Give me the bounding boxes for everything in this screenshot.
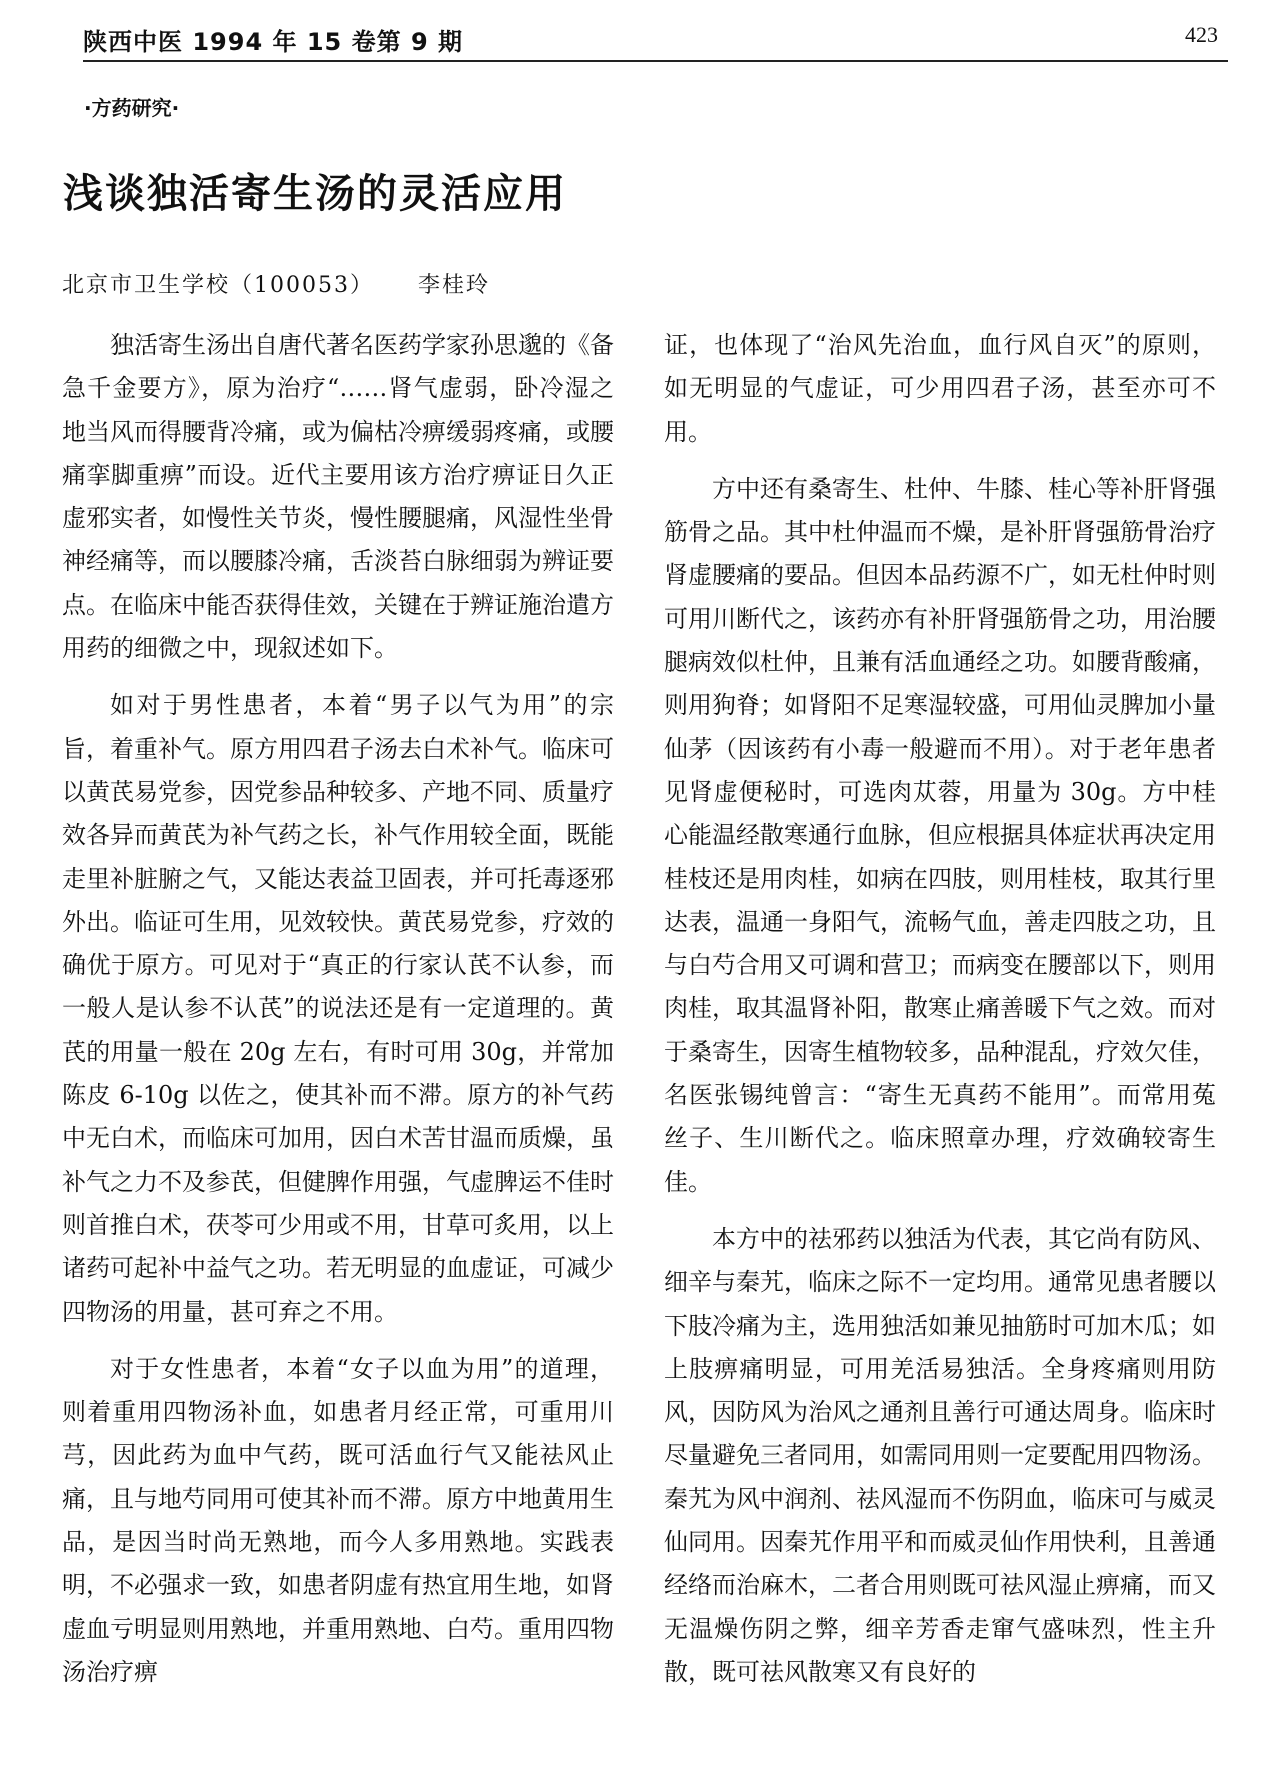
paragraph: 方中还有桑寄生、杜仲、牛膝、桂心等补肝肾强筋骨之品。其中杜仲温而不燥，是补肝肾强筋骨治疗肾虚腰痛的要品。但因本品药源不广，如无杜仲时则可用川断代之，该药亦有补肝肾强筋骨之功，用治腰腿病效似杜仲，且兼有活血通经之功。如腰背酸痛，则用狗脊；如肾阳不足寒湿较盛，可用仙灵脾加小量仙茅（因该药有小毒一般避而不用）。对于老年患者见肾虚便秘时，可选肉苁蓉，用量为 30g。方中桂心能温经散寒通行血脉，但应根据具体症状再决定用桂枝还是用肉桂，如病在四肢，则用桂枝，取其行里达表，温通一身阳气，流畅气血，善走四肢之功，且与白芍合用又可调和营卫；而病变在腰部以下，则用肉桂，取其温肾补阳，散寒止痛善暖下气之效。而对于桑寄生，因寄生植物较多，品种混乱，疗效欠佳，名医张锡纯曾言：“寄生无真药不能用”。而常用菟丝子、生川断代之。临床照章办理，疗效确较寄生佳。 xyxy=(664,474,1216,1196)
byline xyxy=(62,268,490,299)
paragraph: 如对于男性患者，本着“男子以气为用”的宗旨，着重补气。原方用四君子汤去白术补气。临床可以黄芪易党参，因党参品种较多、产地不同、质量疗效各异而黄芪为补气药之长，补气作用较全面，既能走里补脏腑之气，又能达表益卫固表，并可托毒逐邪外出。临证可生用，见效较快。黄芪易党参，疗效的确优于原方。可见对于“真正的行家认芪不认参，而一般人是认参不认芪”的说法还是有一定道理的。黄芪的用量一般在 20g 左右，有时可用 30g，并常加陈皮 6-10g 以佐之，使其补而不滞。原方的补气药中无白术，而临床可加用，因白术苦甘温而质燥，虽补气之力不及参芪，但健脾作用强，气虚脾运不佳时则首推白术，茯苓可少用或不用，甘草可炙用，以上诸药可起补中益气之功。若无明显的血虚证，可减少四物汤的用量，甚可弃之不用。 xyxy=(62,691,614,1326)
paragraph: 本方中的祛邪药以独活为代表，其它尚有防风、细辛与秦艽，临床之际不一定均用。通常见患者腰以下肢冷痛为主，选用独活如兼见抽筋时可加木瓜；如上肢痹痛明显，可用羌活易独活。全身疼痛则用防风，因防风为治风之通剂且善行可通达周身。临床时尽量避免三者同用，如需同用则一定要配用四物汤。秦艽为风中润剂、祛风湿而不伤阴血，临床可与威灵仙同用。因秦艽作用平和而威灵仙作用快利，且善通经络而治麻木，二者合用则既可祛风湿止痹痛，而又无温燥伤阴之弊，细辛芳香走窜气盛味烈，性主升散，既可祛风散寒又有良好的 xyxy=(664,1224,1216,1686)
right-column xyxy=(664,324,1216,1694)
author-name: 李桂玲 xyxy=(417,273,490,298)
paragraph: 对于女性患者，本着“女子以血为用”的道理，则着重用四物汤补血，如患者月经正常，可重用川芎，因此药为血中气药，既可活血行气又能祛风止痛，且与地芍同用可使其补而不滞。原方中地黄用生品，是因当时尚无熟地，而今人多用熟地。实践表明，不必强求一致，如患者阴虚有热宜用生地，如肾虚血亏明显则用熟地，并重用熟地、白芍。重用四物汤治疗痹 xyxy=(62,1354,614,1686)
journal-info: 陕西中医 1994 年 15 卷第 9 期 xyxy=(83,28,464,56)
paragraph: 独活寄生汤出自唐代著名医药学家孙思邈的《备急千金要方》，原为治疗“……肾气虚弱，卧冷湿之地当风而得腰背冷痛，或为偏枯冷痹缓弱疼痛，或腰痛挛脚重痹”而设。近代主要用该方治疗痹证日久正虚邪实者，如慢性关节炎，慢性腰腿痛，风湿性坐骨神经痛等，而以腰膝冷痛，舌淡苔白脉细弱为辨证要点。在临床中能否获得佳效，关键在于辨证施治遣方用药的细微之中，现叙述如下。 xyxy=(62,331,614,663)
page-number: 423 xyxy=(1185,22,1218,47)
left-column xyxy=(62,324,614,1694)
article-title: 浅谈独活寄生汤的灵活应用 xyxy=(63,171,567,217)
author-affiliation: 北京市卫生学校（100053） xyxy=(62,273,374,298)
section-label: ·方药研究· xyxy=(84,96,180,120)
page-header xyxy=(83,16,1228,62)
paragraph-continued: 证，也体现了“治风先治血，血行风自灭”的原则，如无明显的气虚证，可少用四君子汤，甚至亦可不用。 xyxy=(664,331,1216,446)
